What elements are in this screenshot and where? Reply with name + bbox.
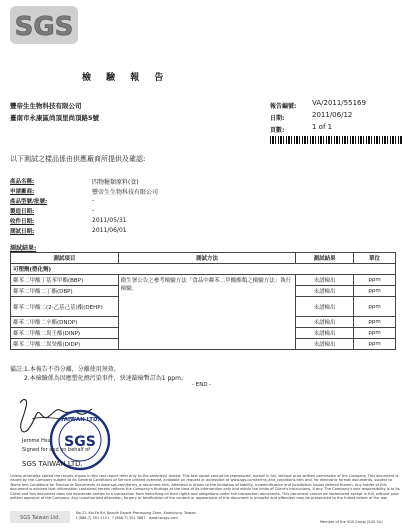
stamp-ring-text: TAIWAN LTD. (60, 417, 100, 423)
client-name: 豐帝生生物科技有限公司 (10, 102, 82, 110)
signing-company: SGS TAIWAN LTD. (22, 460, 83, 468)
barcode (270, 136, 402, 144)
footer-address (76, 511, 326, 520)
sgs-logo-text: SGS (14, 12, 74, 40)
sample-info-label: 測試日期: (10, 229, 35, 235)
column-header: 測試結果 (296, 253, 354, 264)
test-item: 鄰苯二甲酸二異壬酯(DINP) (11, 328, 119, 339)
stamp-text: SGS (64, 434, 96, 450)
client-address: 臺南市永康區尚頂里尚頂路5號 (10, 114, 100, 122)
test-unit: ppm (354, 297, 396, 317)
sgs-logo-mark (13, 10, 75, 40)
footer-address-line: No.31, Kai-Fa Rd. Nanzih Export Processing Zone, Kaohsiung, Taiwan (76, 511, 196, 515)
test-result: 未譜檢出 (296, 297, 354, 317)
sample-info-value: 豐帝生生物科技有限公司 (92, 189, 159, 196)
note-1: 備註:1.本報告不得分離，分離使用無效。 (10, 366, 120, 373)
table-section-row (11, 264, 396, 275)
test-result: 未譜檢出 (296, 339, 354, 350)
test-result: 未譜檢出 (296, 317, 354, 328)
sample-info-label: 申請廠商: (10, 189, 35, 195)
test-item: 鄰苯二甲酸二丁酯(DBP) (11, 286, 119, 297)
sample-info-value: - (92, 197, 95, 204)
note-2: 2.本檢驗係為因應塑化劑污染事件，快速篩檢暫訂為1 ppm。 (24, 375, 187, 382)
member-text: Member of the SGS Group (SGS SA) (320, 520, 383, 524)
report-page: 1 of 1 (312, 123, 333, 131)
test-unit: ppm (354, 275, 396, 286)
test-result: 未譜檢出 (296, 328, 354, 339)
sign-behalf: Signed for and on behalf of (22, 447, 91, 453)
footer-contact (76, 516, 326, 521)
test-result: 未譜檢出 (296, 286, 354, 297)
test-result: 未譜檢出 (296, 275, 354, 286)
footer-logo (10, 511, 70, 523)
footer-fax: f (886-7) 301 3867 (112, 515, 146, 520)
column-header: 單位 (354, 253, 396, 264)
test-method: 衛生署公告之參考檢驗方法「食品中鄰苯二甲酸酯類之檢驗方法」執行檢驗。 (118, 275, 295, 350)
results-title: 測試結果: (10, 245, 37, 252)
sgs-logo (10, 6, 78, 44)
footer-web: www.tw.sgs.com (148, 515, 178, 520)
test-unit: ppm (354, 286, 396, 297)
results-table (10, 252, 396, 350)
disclaimer-text: Unless otherwise stated the results shown in this test report refer only to the sample(s) tested. This test report cannot be reproduced, except in full, without prior written permission of the Company. This document is issued by the Company subject to its General Conditions of Service printed overleaf, available on request or accessible at www.sgs.com/terms_and_conditions.htm and, for electronic format documents, subject to Terms and Conditions for Electronic Documents at www.sgs.com/terms_e-document.htm. Attention is drawn to the limitation of liability, indemnification and jurisdiction issues defined therein. Any holder of this document is advised that information contained hereon reflects the Company's findings at the time of its intervention only and within the limits of Client's instructions, if any. The Company's sole responsibility is to its Client and this document does not exonerate parties to a transaction from exercising all their rights and obligations under the transaction documents. This document cannot be reproduced except in full, without prior written approval of the Company. Any unauthorized alteration, forgery or falsification of the content or appearance of this document is unlawful and offenders may be prosecuted to the fullest extent of the law. (10, 474, 400, 501)
column-header: 測試方法 (118, 253, 295, 264)
test-item: 鄰苯二甲酸丁基苯甲酯(BBP) (11, 275, 119, 286)
report-page-label: 頁數: (270, 127, 285, 134)
test-item: 鄰苯二甲酸二異癸酯(DIDP) (11, 339, 119, 350)
table-header-row (11, 253, 396, 264)
test-unit: ppm (354, 328, 396, 339)
sample-info-value: 四物糖類原料(食) (92, 179, 139, 186)
end-marker: - END - (192, 382, 212, 388)
test-item: 鄰苯二甲酸二辛酯(DNOP) (11, 317, 119, 328)
sample-info-label: 收件日期: (10, 219, 35, 225)
footer-phone: t (886-7) 301 2121 (76, 515, 110, 520)
sample-info-label: 製造日期: (10, 209, 35, 215)
test-unit: ppm (354, 317, 396, 328)
sample-info-value: - (92, 207, 95, 214)
section-label: 可塑劑(塑化劑) (11, 264, 396, 275)
column-header: 測試項目 (11, 253, 119, 264)
test-item: 鄰苯二甲酸二(2-乙基己基)酯(DEHP) (11, 297, 119, 317)
report-number-label: 報告編號: (270, 103, 297, 110)
table-row (11, 275, 396, 286)
signer-name: Jerome Hsu (22, 438, 51, 444)
report-date: 2011/06/12 (312, 111, 353, 119)
report-number: VA/2011/55169 (312, 99, 366, 107)
sample-info-label: 產品型號/批號: (10, 199, 48, 205)
footer-company: SGS Taiwan Ltd. (20, 515, 60, 521)
sample-info-value: 2011/05/31 (92, 217, 127, 224)
intro-text: 以下測試之樣品係由供應廠商所提供及確認: (10, 155, 146, 163)
report-date-label: 日期: (270, 115, 285, 122)
sample-info-label: 產品名稱: (10, 179, 35, 185)
report-title: 檢 驗 報 告 (82, 73, 170, 83)
test-unit: ppm (354, 339, 396, 350)
sample-info-value: 2011/06/01 (92, 227, 127, 234)
